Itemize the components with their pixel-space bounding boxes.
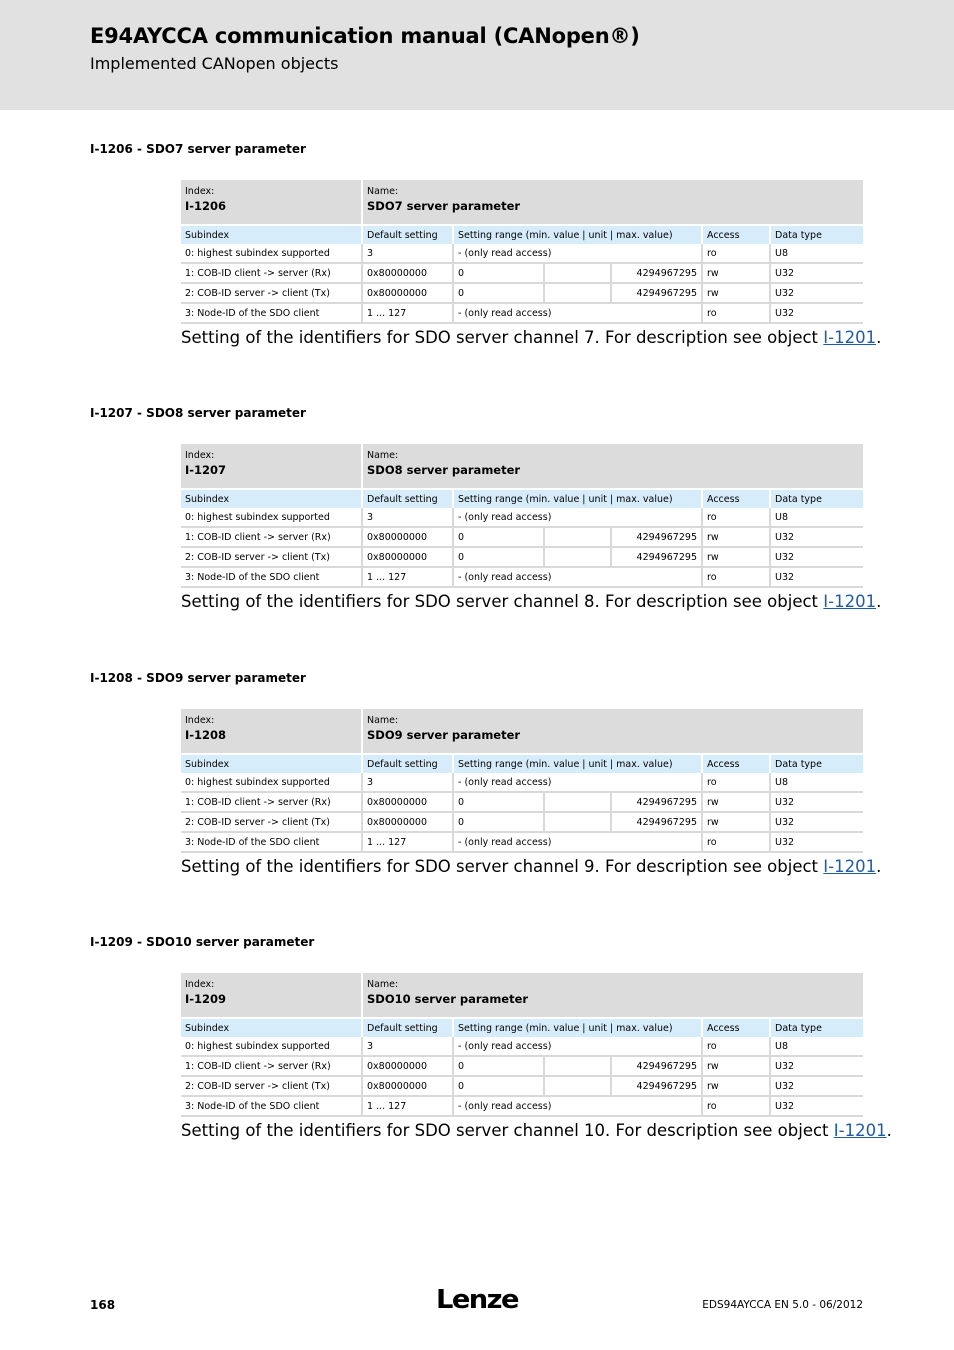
name-value: SDO8 server parameter: [367, 463, 521, 477]
parameter-section: [0, 406, 954, 636]
name-cell: Name: SDO8 server parameter: [363, 444, 863, 490]
table-row: 0: highest subindex supported 3 - (only read access) ro U8: [181, 773, 863, 793]
parameter-section: [0, 671, 954, 901]
column-header-row: Subindex Default setting Setting range (min. value | unit | max. value) Access Data type: [181, 226, 863, 244]
name-value: SDO10 server parameter: [367, 992, 529, 1006]
parameter-table: [181, 444, 863, 588]
column-header-row: Subindex Default setting Setting range (min. value | unit | max. value) Access Data type: [181, 490, 863, 508]
document-subtitle: Implemented CANopen objects: [90, 54, 339, 73]
header-band: [0, 0, 954, 110]
object-link[interactable]: I-1201: [823, 328, 877, 347]
parameter-section: [0, 935, 954, 1165]
table-row: 3: Node-ID of the SDO client 1 ... 127 - (only read access) ro U32: [181, 833, 863, 853]
object-link[interactable]: I-1201: [833, 1121, 887, 1140]
table-row: 3: Node-ID of the SDO client 1 ... 127 - (only read access) ro U32: [181, 568, 863, 588]
section-heading: I-1209 - SDO10 server parameter: [90, 935, 315, 949]
description-text: Setting of the identifiers for SDO server channel 7. For description see object I-1201.: [181, 328, 882, 347]
name-cell: Name: SDO9 server parameter: [363, 709, 863, 755]
description-text: Setting of the identifiers for SDO server channel 8. For description see object I-1201.: [181, 592, 882, 611]
document-reference: EDS94AYCCA EN 5.0 - 06/2012: [702, 1299, 863, 1311]
parameter-table: [181, 180, 863, 324]
table-row: 0: highest subindex supported 3 - (only read access) ro U8: [181, 508, 863, 528]
parameter-table: [181, 709, 863, 853]
name-value: SDO9 server parameter: [367, 728, 521, 742]
index-value: I-1209: [185, 992, 227, 1006]
section-heading: I-1207 - SDO8 server parameter: [90, 406, 306, 420]
column-header-row: Subindex Default setting Setting range (min. value | unit | max. value) Access Data type: [181, 755, 863, 773]
page-number: 168: [90, 1298, 116, 1312]
lenze-logo: Lenze: [436, 1285, 518, 1315]
index-cell: Index: I-1208: [181, 709, 363, 755]
column-header-row: Subindex Default setting Setting range (min. value | unit | max. value) Access Data type: [181, 1019, 863, 1037]
table-row: 1: COB-ID client -> server (Rx) 0x80000000 0 4294967295 rw U32: [181, 793, 863, 813]
description-text: Setting of the identifiers for SDO server channel 10. For description see object I-1201.: [181, 1121, 892, 1140]
parameter-table: [181, 973, 863, 1117]
table-row: 2: COB-ID server -> client (Tx) 0x80000000 0 4294967295 rw U32: [181, 284, 863, 304]
section-heading: I-1208 - SDO9 server parameter: [90, 671, 306, 685]
name-cell: Name: SDO10 server parameter: [363, 973, 863, 1019]
index-value: I-1206: [185, 199, 227, 213]
index-value: I-1207: [185, 463, 227, 477]
table-row: 0: highest subindex supported 3 - (only read access) ro U8: [181, 1037, 863, 1057]
index-cell: Index: I-1207: [181, 444, 363, 490]
table-row: 1: COB-ID client -> server (Rx) 0x80000000 0 4294967295 rw U32: [181, 528, 863, 548]
table-row: 3: Node-ID of the SDO client 1 ... 127 - (only read access) ro U32: [181, 1097, 863, 1117]
index-cell: Index: I-1209: [181, 973, 363, 1019]
object-link[interactable]: I-1201: [823, 592, 877, 611]
table-row: 2: COB-ID server -> client (Tx) 0x80000000 0 4294967295 rw U32: [181, 813, 863, 833]
parameter-section: [0, 142, 954, 372]
index-cell: Index: I-1206: [181, 180, 363, 226]
table-row: 2: COB-ID server -> client (Tx) 0x80000000 0 4294967295 rw U32: [181, 548, 863, 568]
table-row: 1: COB-ID client -> server (Rx) 0x80000000 0 4294967295 rw U32: [181, 1057, 863, 1077]
index-value: I-1208: [185, 728, 227, 742]
table-row: 2: COB-ID server -> client (Tx) 0x80000000 0 4294967295 rw U32: [181, 1077, 863, 1097]
table-row: 3: Node-ID of the SDO client 1 ... 127 - (only read access) ro U32: [181, 304, 863, 324]
name-value: SDO7 server parameter: [367, 199, 521, 213]
section-heading: I-1206 - SDO7 server parameter: [90, 142, 306, 156]
name-cell: Name: SDO7 server parameter: [363, 180, 863, 226]
table-row: 0: highest subindex supported 3 - (only read access) ro U8: [181, 244, 863, 264]
description-text: Setting of the identifiers for SDO server channel 9. For description see object I-1201.: [181, 857, 882, 876]
object-link[interactable]: I-1201: [823, 857, 877, 876]
table-row: 1: COB-ID client -> server (Rx) 0x80000000 0 4294967295 rw U32: [181, 264, 863, 284]
document-title: E94AYCCA communication manual (CANopen®): [90, 24, 640, 48]
